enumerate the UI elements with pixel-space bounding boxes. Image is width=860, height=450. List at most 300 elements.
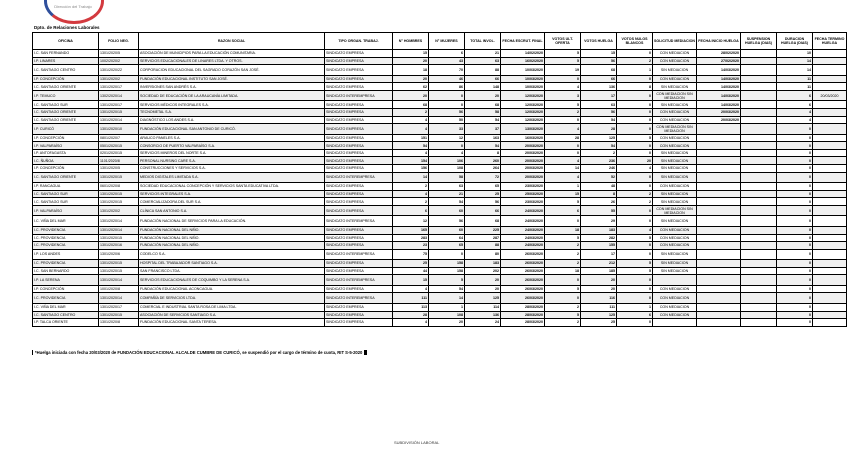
table-cell: COMERCIALIZADORA DEL SUR S.A. [139, 198, 325, 206]
table-cell: 21 [465, 50, 501, 58]
table-row [33, 83, 847, 91]
table-cell: 58 [429, 172, 465, 183]
table-cell: 26/03/2020 [501, 275, 545, 286]
table-cell: 1302/2020/14 [99, 90, 139, 101]
table-cell [697, 311, 741, 319]
table-cell: 1301/2020/15 [99, 234, 139, 242]
table-cell: 2 [393, 198, 429, 206]
table-cell: I.C. PROVIDENCIA [33, 234, 99, 242]
table-cell: 4 [393, 116, 429, 124]
table-cell: 20/03/2020 [501, 165, 545, 173]
table-cell [697, 319, 741, 327]
table-cell [813, 65, 847, 76]
table-cell: I.P. TALCA ORIENTE [33, 319, 99, 327]
table-cell [741, 124, 777, 135]
table-cell [741, 319, 777, 327]
table-cell: CON MEDIACION [653, 142, 697, 150]
table-cell: I.P. CONCEPCIÓN [33, 285, 99, 293]
table-cell: 28/03/2020 [501, 311, 545, 319]
table-cell: 28 [581, 124, 617, 135]
table-cell: 1001/2020/8 [99, 285, 139, 293]
table-cell [813, 172, 847, 183]
table-cell: SERVICIOS INTEGRALES S.A. [139, 190, 325, 198]
table-body [33, 50, 847, 327]
table-cell: 0 [777, 190, 813, 198]
table-cell: 0 [429, 101, 465, 109]
table-cell: 136 [581, 83, 617, 91]
table-cell [741, 234, 777, 242]
table-cell: 1002/2020/2 [99, 57, 139, 65]
table-cell: FUNDACIÓN EDUCACIONAL SANTA TERESA. [139, 319, 325, 327]
table-cell: 165 [393, 226, 429, 234]
table-cell [697, 134, 741, 142]
table-cell [813, 319, 847, 327]
table-cell [813, 226, 847, 234]
table-cell: 18 [545, 226, 581, 234]
table-cell: CON MEDIACION [653, 116, 697, 124]
table-cell: 0 [777, 249, 813, 260]
table-cell [741, 50, 777, 58]
table-cell: 0 [617, 50, 653, 58]
table-cell: SIN MEDIACION [653, 190, 697, 198]
table-cell [813, 50, 847, 58]
table-cell: 0 [777, 149, 813, 157]
table-cell [741, 249, 777, 260]
table-cell: 10 [777, 50, 813, 58]
table-cell [741, 183, 777, 191]
table-cell: 56 [429, 108, 465, 116]
table-cell [741, 226, 777, 234]
table-cell: 1 [617, 65, 653, 76]
table-cell: 0 [777, 319, 813, 327]
table-cell: SINDICATO EMPRESA [325, 134, 393, 142]
table-cell: SINDICATO INTEREMPRESA [325, 275, 393, 286]
table-cell: 26/03/2020 [501, 249, 545, 260]
column-header: SUSPENSION HUELGA (DIAS) [741, 33, 777, 50]
table-cell: 0 [617, 172, 653, 183]
table-cell: 80 [465, 249, 501, 260]
table-cell: 20 [393, 75, 429, 83]
table-cell: 183 [465, 260, 501, 268]
table-cell: 19 [545, 65, 581, 76]
table-cell [813, 275, 847, 286]
table-cell [813, 249, 847, 260]
table-cell: 29 [581, 216, 617, 227]
table-cell: 2 [581, 149, 617, 157]
table-cell: 50 [429, 116, 465, 124]
table-cell: 2 [617, 57, 653, 65]
table-cell: 52 [581, 172, 617, 183]
table-cell [697, 267, 741, 275]
table-cell: 14/03/2020 [697, 101, 741, 109]
table-cell [813, 303, 847, 311]
table-cell: I.C. SANTIAGO SUR [33, 198, 99, 206]
table-cell: SERVICIOS EDUCACIONALES DE COQUIMBO Y LA SERENA S.A. [139, 275, 325, 286]
table-cell: 20/03/2020 [501, 142, 545, 150]
table-cell: 54 [581, 142, 617, 150]
table-cell: 0 [777, 293, 813, 304]
table-cell: 0 [777, 124, 813, 135]
table-cell: 0 [617, 116, 653, 124]
table-cell: I.P. LOS ANDES [33, 249, 99, 260]
table-row [33, 205, 847, 216]
table-cell: 56 [581, 57, 617, 65]
table-cell: 64 [429, 234, 465, 242]
table-cell: 1301/2020/22 [99, 65, 139, 76]
table-cell: 24/03/2020 [501, 216, 545, 227]
table-cell: SIN MEDIACION [653, 249, 697, 260]
table-cell: 0 [777, 303, 813, 311]
table-row [33, 303, 847, 311]
table-cell: 1301/2020/14 [99, 216, 139, 227]
page-footer: SUBDIVISIÓN LABORAL [394, 440, 440, 445]
table-cell: 0 [617, 124, 653, 135]
table-cell [741, 108, 777, 116]
table-cell: 54 [465, 142, 501, 150]
table-cell: 28/03/2020 [501, 319, 545, 327]
table-cell: 16/02/2020 [501, 57, 545, 65]
table-cell: 111 [393, 293, 429, 304]
table-cell: SINDICATO EMPRESA [325, 205, 393, 216]
table-cell [813, 101, 847, 109]
table-cell: 4 [545, 83, 581, 91]
table-cell: 14/03/2020 [697, 65, 741, 76]
table-cell: 54 [465, 116, 501, 124]
table-cell: 282 [581, 234, 617, 242]
table-cell: SOCIEDAD EDUCACIONAL CONCEPCIÓN Y SERVICIOS SANTA EDUCATIVA LTDA. [139, 183, 325, 191]
table-cell [697, 165, 741, 173]
table-cell: 20/03/2020 [501, 157, 545, 165]
table-row [33, 101, 847, 109]
table-cell: SINDICATO EMPRESA [325, 190, 393, 198]
table-cell [813, 116, 847, 124]
table-cell: I.P. CONCEPCIÓN [33, 134, 99, 142]
table-cell: SINDICATO EMPRESA [325, 234, 393, 242]
table-cell [741, 142, 777, 150]
table-cell: CON MEDIACION [653, 57, 697, 65]
table-cell: 0 [617, 285, 653, 293]
table-cell [741, 267, 777, 275]
table-cell: 3 [545, 90, 581, 101]
table-cell: 12/03/2020 [501, 116, 545, 124]
table-cell: 1301/2020/5 [99, 50, 139, 58]
table-cell: I.C. PROVIDENCIA [33, 226, 99, 234]
table-cell: 0 [617, 75, 653, 83]
table-cell: 12/03/2020 [501, 90, 545, 101]
table-cell [697, 216, 741, 227]
table-cell [697, 183, 741, 191]
column-header: RAZON SOCIAL [139, 33, 325, 50]
table-cell: 0 [429, 90, 465, 101]
table-cell: 14 [393, 172, 429, 183]
column-header: FOLIO NEG. [99, 33, 139, 50]
table-cell: 5 [545, 311, 581, 319]
table-cell: INVERSIONES SAN ANDRÉS S.A. [139, 83, 325, 91]
table-cell: COMERCIAL E INDUSTRIAL SANTA ROSA DE LIMA LTDA. [139, 303, 325, 311]
table-cell [697, 249, 741, 260]
table-cell: 20 [581, 275, 617, 286]
table-cell: ASOCIACIÓN DE MUNICIPIOS PARA LA EDUCACIÓN COMUNITARIA. [139, 50, 325, 58]
table-cell: 0 [777, 142, 813, 150]
table-cell [741, 90, 777, 101]
table-cell [741, 275, 777, 286]
table-cell: 66 [465, 75, 501, 83]
table-cell: 26/03/2020 [501, 285, 545, 293]
table-cell: 1301/2020/14 [99, 116, 139, 124]
table-cell: 0 [617, 293, 653, 304]
table-row [33, 285, 847, 293]
table-cell: SIN MEDIACION [653, 260, 697, 268]
table-cell: 2 [617, 198, 653, 206]
table-cell: 68 [465, 101, 501, 109]
table-cell: 14 [777, 57, 813, 65]
column-header: FECHA ESCRUT. FINAL [501, 33, 545, 50]
table-cell [697, 285, 741, 293]
table-cell: I.C. PROVIDENCIA [33, 293, 99, 304]
table-cell: 0 [777, 172, 813, 183]
table-cell: 68 [465, 216, 501, 227]
table-cell: 16/03/2020 [501, 134, 545, 142]
table-cell: 26/03/2020 [501, 260, 545, 268]
table-cell: FUNDACIÓN NACIONAL DEL NIÑO. [139, 234, 325, 242]
table-cell: 2 [545, 242, 581, 250]
table-cell: 154 [393, 157, 429, 165]
table-cell: 2 [545, 108, 581, 116]
table-cell: 125 [465, 293, 501, 304]
table-cell: 18 [545, 267, 581, 275]
table-cell: 5 [545, 198, 581, 206]
column-header: VOTOS NULOS BLANCOS [617, 33, 653, 50]
table-cell: 20 [429, 319, 465, 327]
table-cell: CON MEDIACION [653, 311, 697, 319]
table-cell: 1301/2020/15 [99, 260, 139, 268]
column-header: TOTAL INVOL. [465, 33, 501, 50]
table-cell: 12 [393, 216, 429, 227]
table-cell [813, 311, 847, 319]
table-cell [697, 124, 741, 135]
table-cell: SINDICATO EMPRESA [325, 285, 393, 293]
table-cell: 88 [465, 65, 501, 76]
table-cell [813, 267, 847, 275]
table-cell: 1301/2020/14 [99, 293, 139, 304]
table-cell: 56 [429, 216, 465, 227]
table-cell [813, 134, 847, 142]
table-cell: FUNDACIÓN EDUCACIONAL INSTITUTO SAN JOSÉ. [139, 75, 325, 83]
table-cell [697, 190, 741, 198]
table-cell: 28/02/2020 [697, 50, 741, 58]
table-cell [697, 275, 741, 286]
table-cell: 44 [393, 267, 429, 275]
table-cell: 163 [465, 134, 501, 142]
logo-text: Dirección del Trabajo [54, 4, 92, 9]
table-cell: SINDICATO EMPRESA [325, 267, 393, 275]
table-cell: SINDICATO EMPRESA [325, 75, 393, 83]
table-cell: 20/03/2020 [697, 116, 741, 124]
table-cell: 5 [545, 234, 581, 242]
table-cell: 4 [393, 190, 429, 198]
table-row [33, 142, 847, 150]
table-cell: 20/03/2020 [697, 108, 741, 116]
table-cell: 158 [429, 267, 465, 275]
table-cell: I.C. SANTIAGO ORIENTE [33, 108, 99, 116]
table-cell: 5 [617, 267, 653, 275]
table-cell: 0 [777, 134, 813, 142]
table-cell [741, 157, 777, 165]
table-cell: 236 [581, 157, 617, 165]
table-cell: 0201/2020/15 [99, 149, 139, 157]
table-cell: I.C. SANTIAGO SUR [33, 190, 99, 198]
table-cell: 28 [393, 311, 429, 319]
table-cell [653, 319, 697, 327]
table-cell: 6 [545, 205, 581, 216]
table-row [33, 108, 847, 116]
table-row [33, 172, 847, 183]
table-cell: I.C. SANTIAGO CENTRO [33, 311, 99, 319]
column-header: TIPO ORGAN. TRABAJ. [325, 33, 393, 50]
table-cell: FUNDACIÓN NACIONAL DEL NIÑO. [139, 242, 325, 250]
table-cell: 4 [617, 226, 653, 234]
table-cell [741, 190, 777, 198]
table-cell: 6 [429, 50, 465, 58]
table-cell: 225 [465, 226, 501, 234]
table-cell: 0 [777, 157, 813, 165]
table-cell: 20/03/2020 [813, 90, 847, 101]
table-cell: 4 [617, 165, 653, 173]
table-cell: SINDICATO EMPRESA [325, 165, 393, 173]
table-cell: 54 [581, 116, 617, 124]
table-cell [741, 83, 777, 91]
table-row [33, 165, 847, 173]
table-cell: 6 [617, 311, 653, 319]
table-row [33, 116, 847, 124]
table-cell: 5 [545, 101, 581, 109]
table-row [33, 157, 847, 165]
table-cell [697, 234, 741, 242]
table-cell [697, 260, 741, 268]
table-cell: 14 [777, 65, 813, 76]
table-cell: SINDICATO EMPRESA [325, 83, 393, 91]
table-cell: 116 [581, 293, 617, 304]
table-cell: SINDICATO EMPRESA [325, 124, 393, 135]
table-cell: CON MEDIACION [653, 303, 697, 311]
table-cell: SINDICATO EMPRESA [325, 50, 393, 58]
table-cell: 75 [393, 249, 429, 260]
table-cell [813, 142, 847, 150]
table-cell [741, 293, 777, 304]
table-cell: 111 [581, 303, 617, 311]
table-cell: 63 [429, 183, 465, 191]
table-cell: ARAUCO PANELES S.A. [139, 134, 325, 142]
table-cell: CON MEDIACION [653, 293, 697, 304]
table-cell: SINDICATO EMPRESA [325, 311, 393, 319]
table-cell: 1301/2020/6 [99, 249, 139, 260]
table-row [33, 198, 847, 206]
table-row [33, 319, 847, 327]
table-cell: 15 [581, 50, 617, 58]
table-cell [813, 216, 847, 227]
table-cell: I.C. SANTIAGO ORIENTE [33, 83, 99, 91]
table-cell: 212 [581, 260, 617, 268]
table-cell: 20 [581, 285, 617, 293]
table-cell [813, 108, 847, 116]
table-cell: 4 [777, 116, 813, 124]
table-cell: TECNOMETAL S.A. [139, 108, 325, 116]
table-cell [813, 260, 847, 268]
table-cell: 55 [581, 205, 617, 216]
table-cell: 1301/2020/17 [99, 101, 139, 109]
table-cell: 113 [393, 303, 429, 311]
table-cell: SOCIEDAD DE EDUCACIÓN DE LA ARAUCANÍA LIMITADA. [139, 90, 325, 101]
table-cell: 4 [429, 149, 465, 157]
direccion-del-trabajo-logo [44, 0, 102, 22]
table-cell: CON MEDIACION [653, 183, 697, 191]
table-cell: 155 [581, 242, 617, 250]
table-cell: 202 [465, 267, 501, 275]
table-cell: 33 [429, 124, 465, 135]
table-row [33, 275, 847, 286]
table-cell: I.P. CONCEPCIÓN [33, 165, 99, 173]
table-cell: FUNDACIÓN NACIONAL DEL NIÑO. [139, 226, 325, 234]
table-cell: SINDICATO EMPRESA [325, 226, 393, 234]
table-cell: 158 [429, 260, 465, 268]
table-cell: I.P. RANCAGUA [33, 183, 99, 191]
table-cell: 0 [545, 275, 581, 286]
table-cell: 1301/2020/15 [99, 311, 139, 319]
table-cell: SINDICATO EMPRESA [325, 319, 393, 327]
table-cell: SINDICATO EMPRESA [325, 108, 393, 116]
table-cell: SINDICATO EMPRESA [325, 303, 393, 311]
table-cell: 106 [429, 157, 465, 165]
table-cell: 1101/2020/8 [99, 157, 139, 165]
table-cell: 0801/2020/7 [99, 134, 139, 142]
table-cell: 10/03/2020 [501, 75, 545, 83]
table-cell: 0 [617, 149, 653, 157]
table-cell: FUNDACIÓN EDUCACIONAL ACONCAGUA. [139, 285, 325, 293]
table-cell: 0 [545, 149, 581, 157]
table-cell: 14/03/2020 [697, 90, 741, 101]
table-cell: 125 [581, 311, 617, 319]
table-cell [697, 142, 741, 150]
table-cell: 23/03/2020 [501, 183, 545, 191]
table-cell: 0 [617, 216, 653, 227]
table-cell: 0 [545, 216, 581, 227]
table-cell: CODELCO S.A. [139, 249, 325, 260]
table-cell: 2 [545, 249, 581, 260]
table-cell: 0 [777, 275, 813, 286]
table-cell: 56 [465, 198, 501, 206]
table-cell: SIN MEDIACION [653, 216, 697, 227]
table-cell: SIN MEDIACION [653, 198, 697, 206]
table-cell [697, 172, 741, 183]
table-cell [813, 124, 847, 135]
column-header: VOTOS ULT. OFERTA [545, 33, 581, 50]
table-cell: SINDICATO EMPRESA [325, 142, 393, 150]
table-cell: SINDICATO EMPRESA [325, 242, 393, 250]
table-row [33, 190, 847, 198]
table-cell: 23 [393, 242, 429, 250]
table-cell: CONSTRUCCIONES Y SERVICIOS S.A. [139, 165, 325, 173]
table-cell [741, 75, 777, 83]
table-cell: I.P. CURICÓ [33, 124, 99, 135]
table-cell: 21 [429, 190, 465, 198]
table-cell [741, 101, 777, 109]
table-cell: 6 [393, 205, 429, 216]
table-cell: I.P. CONCEPCIÓN [33, 75, 99, 83]
table-cell: CON MEDIACION [653, 108, 697, 116]
table-cell: 13/03/2020 [501, 124, 545, 135]
table-cell: 15 [545, 190, 581, 198]
table-row [33, 226, 847, 234]
